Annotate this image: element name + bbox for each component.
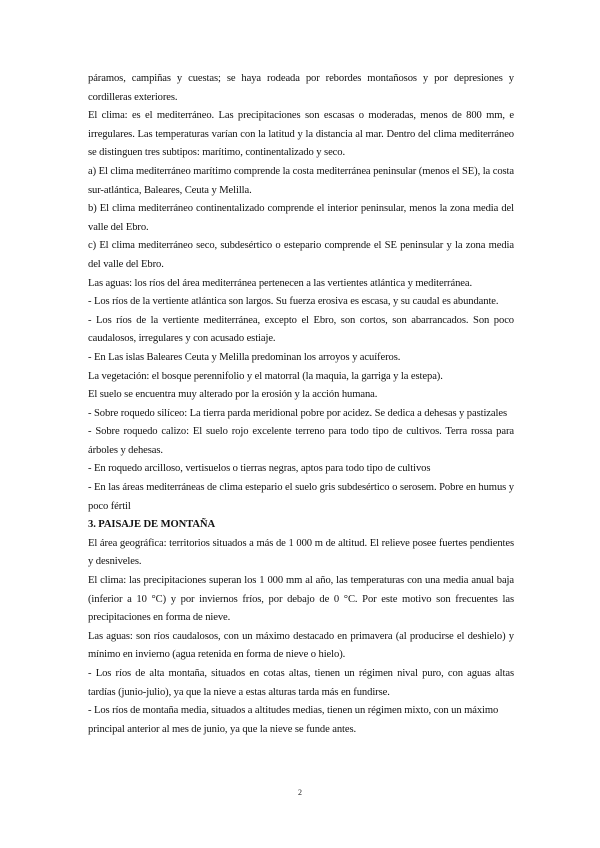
paragraph-soil-siliceous: - Sobre roquedo silíceo: La tierra parda meridional pobre por acidez. Se dedica a dehesas y pastizales (88, 407, 507, 419)
paragraph-waters: Las aguas: los ríos del área mediterránea pertenecen a las vertientes atlántica y mediterránea. (88, 277, 473, 289)
paragraph-mountain-area: El área geográfica: territorios situados a más de 1 000 m de altitud. El relieve posee fuertes pendientes y desniveles. (88, 537, 514, 568)
document-page (88, 70, 514, 739)
paragraph-waters-mediterranean: - Los ríos de la vertiente mediterránea, excepto el Ebro, son cortos, son abarrancados. Son poco caudalosos, irregulares y con acusado estiaje. (88, 314, 514, 345)
paragraph-mountain-waters: Las aguas: son ríos caudalosos, con un máximo destacado en primavera (al producirse el deshielo) y mínimo en invierno (agua retenida en forma de nieve o hielo). (88, 630, 514, 661)
section-heading: 3. PAISAJE DE MONTAÑA (88, 519, 215, 531)
paragraph-waters-islands: - En Las islas Baleares Ceuta y Melilla predominan los arroyos y acuíferos. (88, 351, 401, 363)
page-number: 2 (298, 788, 302, 797)
paragraph-climate-b: b) El clima mediterráneo continentalizado comprende el interior peninsular, menos la zona media del valle del Ebro. (88, 203, 514, 233)
paragraph-soil-steppe: - En las áreas mediterráneas de clima estepario el suelo gris subdesértico o serosem. Pobre en humus y poco fértil (88, 482, 514, 512)
paragraph-mountain-climate: El clima: las precipitaciones superan los 1 000 mm al año, las temperaturas con una media anual baja (inferior a 10 °C) y por inviernos fríos, por debajo de 0 °C. Por este motivo son frecuentes las precipitaciones en forma de nieve. (88, 575, 514, 624)
paragraph-soil: El suelo se encuentra muy alterado por la erosión y la acción humana. (88, 389, 378, 401)
paragraph-waters-atlantic: - Los ríos de la vertiente atlántica son largos. Su fuerza erosiva es escasa, y su caudal es abundante. (88, 296, 499, 308)
paragraph-mountain-high-rivers: - Los ríos de alta montaña, situados en cotas altas, tienen un régimen nival puro, con aguas altas tardías (junio-julio), ya que la nieve a estas alturas tarda más en fundirse. (88, 668, 514, 698)
paragraph-climate-a: a) El clima mediterráneo marítimo comprende la costa mediterránea peninsular (menos el SE), la costa sur-atlántica, Baleares, Ceuta y Melilla. (88, 165, 514, 196)
paragraph-mountain-mid-rivers: - Los ríos de montaña media, situados a altitudes medias, tienen un régimen mixto, con un máximo principal anterior al mes de junio, ya que la nieve se funde antes. (88, 705, 499, 735)
paragraph-soil-limestone: - Sobre roquedo calizo: El suelo rojo excelente terreno para todo tipo de cultivos. Terra rossa para árboles y dehesas. (88, 426, 514, 456)
paragraph-vegetation: La vegetación: el bosque perennifolio y el matorral (la maquia, la garriga y la estepa). (88, 370, 443, 382)
paragraph-soil-clay: - En roquedo arcilloso, vertisuelos o tierras negras, aptos para todo tipo de cultivos (88, 463, 431, 475)
paragraph-climate-c: c) El clima mediterráneo seco, subdesértico o estepario comprende el SE peninsular y la zona media del valle del Ebro. (88, 240, 514, 270)
paragraph-climate: El clima: es el mediterráneo. Las precipitaciones son escasas o moderadas, menos de 800 mm, e irregulares. Las temperaturas varían con la latitud y la distancia al mar. Dentro del clima mediterráneo se distinguen tres subtipos: marítimo, continentalizado y seco. (88, 110, 514, 159)
paragraph-relief-end: páramos, campiñas y cuestas; se haya rodeada por rebordes montañosos y por depresiones y cordilleras exteriores. (88, 73, 514, 103)
